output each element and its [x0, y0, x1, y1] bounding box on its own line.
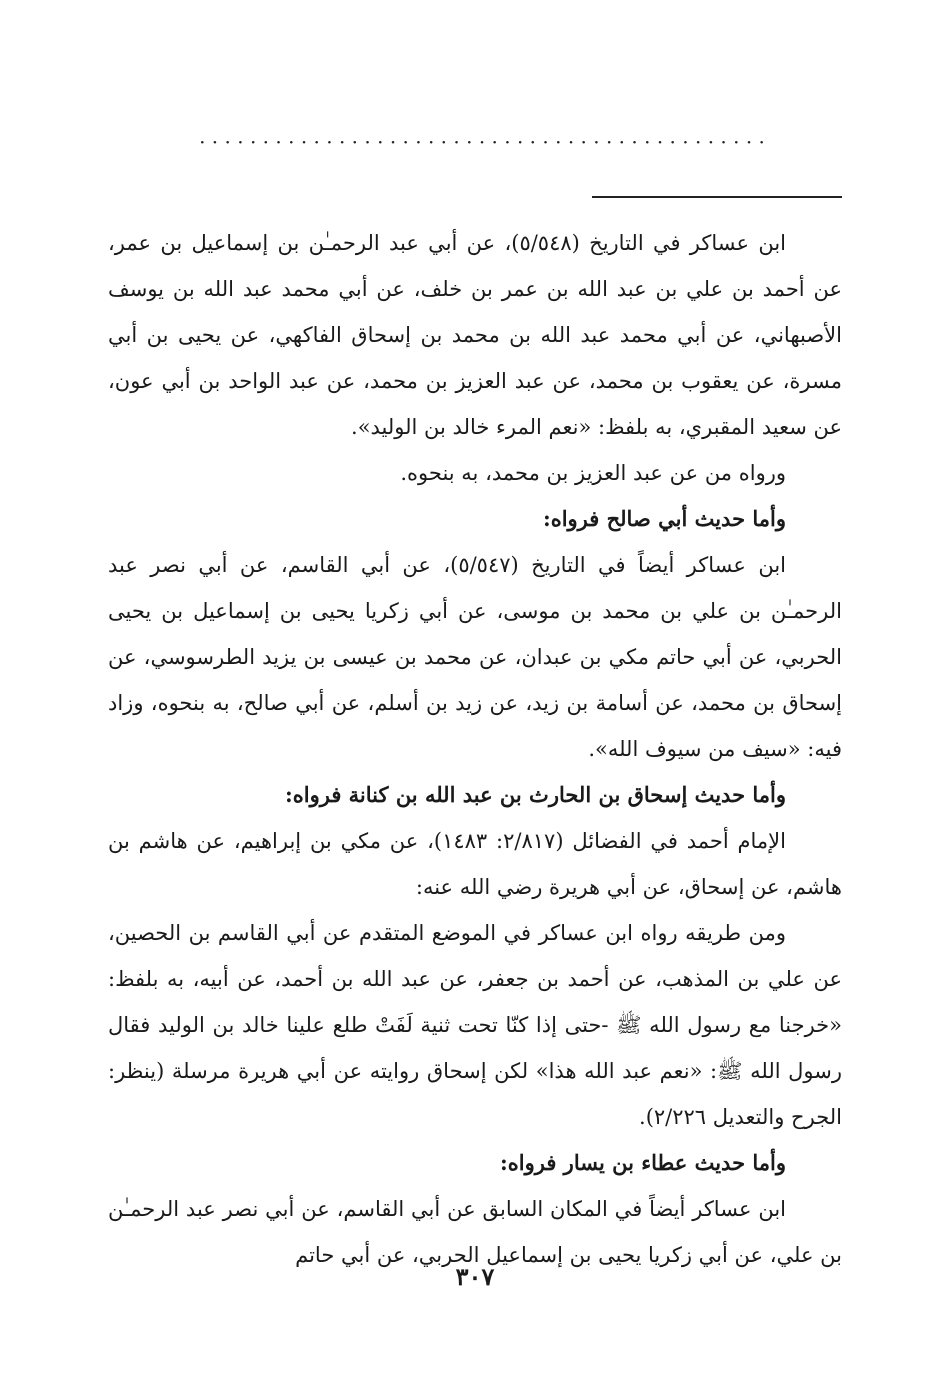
paragraph: ورواه من عن عبد العزيز بن محمد، به بنحوه. — [400, 461, 786, 485]
paragraph: ابن عساكر أيضاً في التاريخ (٥/٥٤٧)، عن أبي القاسم، عن أبي نصر عبد الرحمـٰن بن علي بن محمد بن موسى، عن أبي زكريا يحيى بن إسماعيل بن يحيى الحربي، عن أبي حاتم مكي بن عبدان، عن محمد بن عيسى بن يزيد الطرسوسي، عن إسحاق بن محمد، عن أسامة بن زيد، عن زيد بن أسلم، عن أبي صالح، به بنحوه، وزاد فيه: «سيف من سيوف الله». — [108, 553, 842, 761]
dotted-separator: · · · · · · · · · · · · · · · · · · · · · · · · · · · · · · · · · · · · · · · · · · · · · — [199, 132, 765, 152]
page-number: ٣٠٧ — [455, 1262, 495, 1291]
paragraph: ابن عساكر أيضاً في المكان السابق عن أبي القاسم، عن أبي نصر عبد الرحمـٰن بن علي، عن أبي زكريا يحيى بن إسماعيل الحربي، عن أبي حاتم — [108, 1197, 842, 1267]
paragraph: ابن عساكر في التاريخ (٥/٥٤٨)، عن أبي عبد الرحمـٰن بن إسماعيل بن عمر، عن أحمد بن علي بن عبد الله بن عمر بن خلف، عن أبي محمد عبد الله بن يوسف الأصبهاني، عن أبي محمد عبد الله بن محمد بن إسحاق الفاكهي، عن يحيى بن أبي مسرة، عن يعقوب بن محمد، عن عبد العزيز بن محمد، عن عبد الواحد بن أبي عون، عن سعيد المقبري، به بلفظ: «نعم المرء خالد بن الوليد». — [108, 231, 842, 439]
section-heading: وأما حديث إسحاق بن الحارث بن عبد الله بن كنانة فرواه: — [285, 782, 786, 807]
section-heading: وأما حديث أبي صالح فرواه: — [542, 506, 786, 531]
footnote-rule — [592, 196, 842, 198]
paragraph: الإمام أحمد في الفضائل (٢/٨١٧: ١٤٨٣)، عن مكي بن إبراهيم، عن هاشم بن هاشم، عن إسحاق، عن أبي هريرة رضي الله عنه: — [108, 829, 842, 899]
section-heading: وأما حديث عطاء بن يسار فرواه: — [500, 1150, 786, 1175]
footnote-text — [108, 220, 842, 1278]
paragraph: ومن طريقه رواه ابن عساكر في الموضع المتقدم عن أبي القاسم بن الحصين، عن علي بن المذهب، عن أحمد بن جعفر، عن عبد الله بن أحمد، عن أبيه، به بلفظ: «خرجنا مع رسول الله ﷺ -حتى إذا كنّا تحت ثنية لَفَتْ طلع علينا خالد بن الوليد فقال رسول الله ﷺ: «نعم عبد الله هذا» لكن إسحاق روايته عن أبي هريرة مرسلة (ينظر: الجرح والتعديل ٢/٢٢٦). — [108, 921, 842, 1129]
